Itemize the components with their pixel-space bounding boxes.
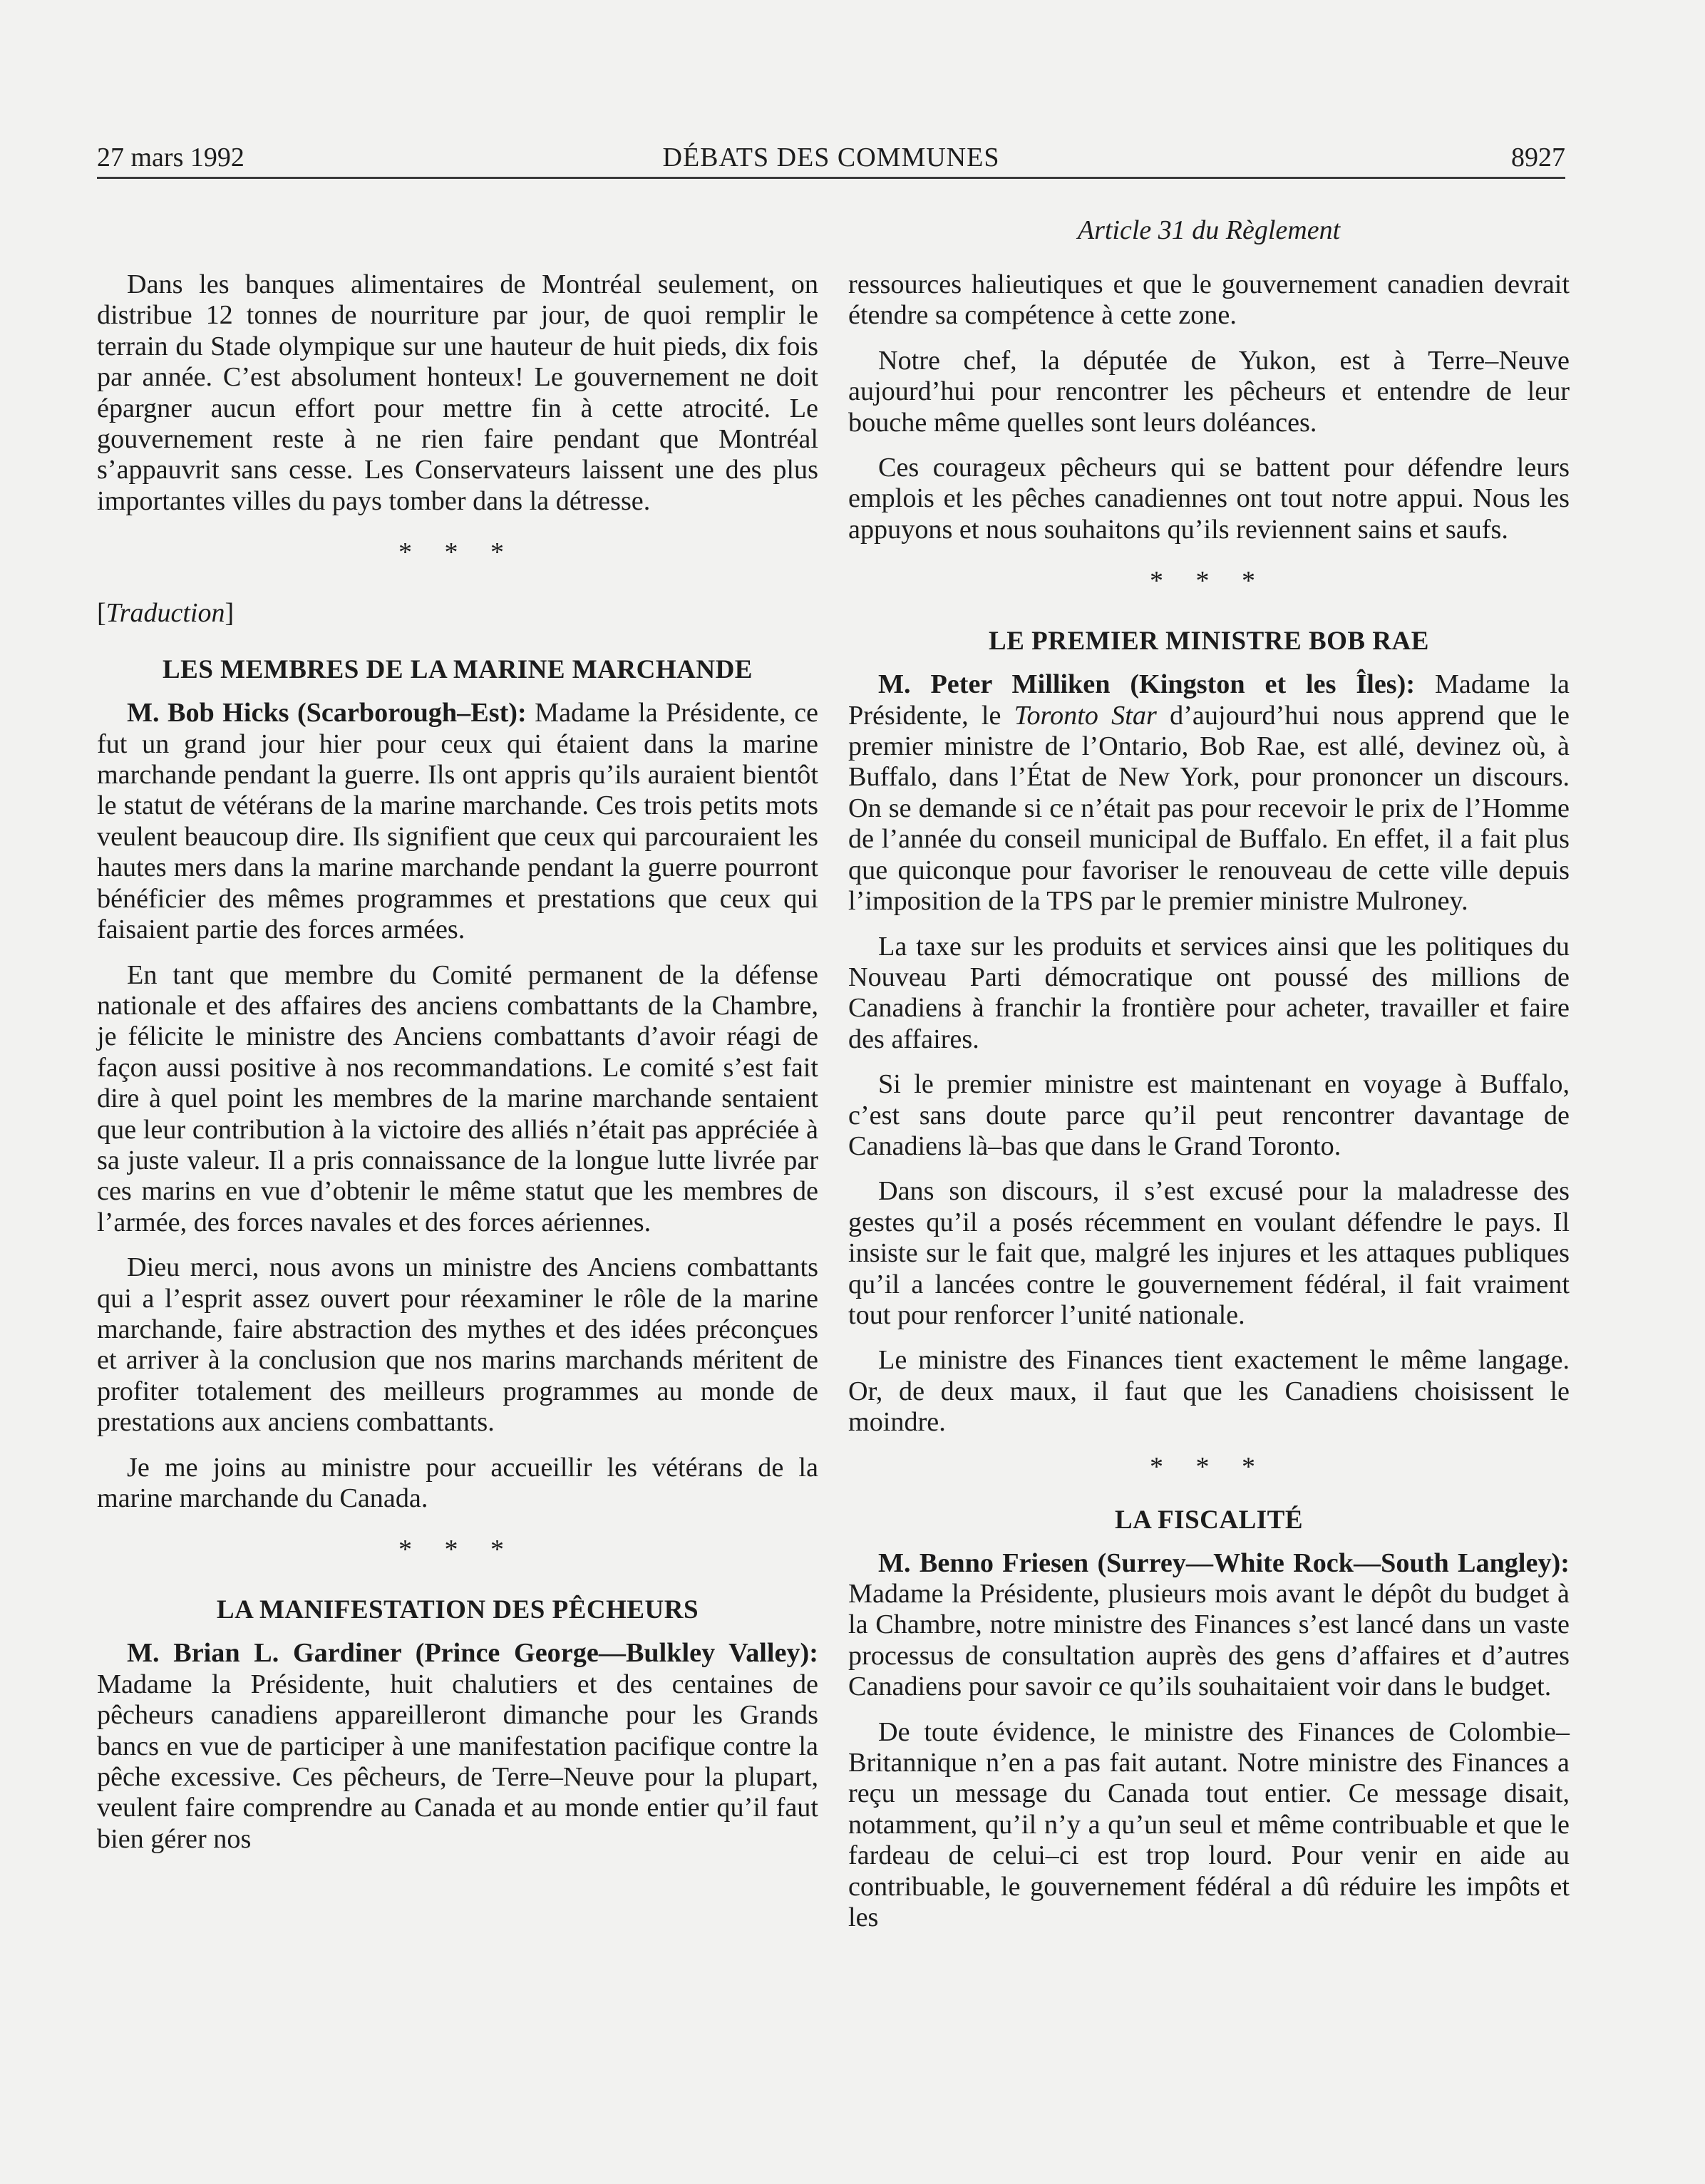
section-title: LA MANIFESTATION DES PÊCHEURS [216, 1595, 699, 1625]
speaker-name: M. Brian L. Gardiner (Prince George—Bulkley Valley): [127, 1638, 818, 1669]
header-title: DÉBATS DES COMMUNES [662, 143, 1000, 172]
right-column [848, 269, 1570, 1947]
header-rule [97, 177, 1565, 179]
section-separator: * * * [1150, 1451, 1268, 1482]
paragraph [97, 698, 818, 945]
speech-text: Madame la Présidente, le [848, 669, 1570, 731]
translation-tag-label: Traduction [105, 598, 225, 629]
paragraph [848, 1548, 1570, 1703]
section-title: LES MEMBRES DE LA MARINE MARCHANDE [163, 655, 753, 685]
section-separator: * * * [398, 537, 517, 568]
paragraph: ressources halieutiques et que le gouvernement canadien devrait étendre sa compétence à cette zone. [848, 269, 1570, 331]
speaker-name: M. Peter Milliken (Kingston et les Îles): [878, 669, 1416, 700]
speaker-name: M. Benno Friesen (Surrey—White Rock—South Langley): [878, 1547, 1570, 1578]
column-subheader: Article 31 du Règlement [1077, 215, 1341, 245]
page-number: 8927 [1511, 143, 1565, 172]
paragraph: Ces courageux pêcheurs qui se battent pour défendre leurs emplois et les pêches canadiennes ont tout notre appui. Nous les appuyons et nous souhaitons qu’ils reviennent sains et saufs. [848, 453, 1570, 545]
paragraph: En tant que membre du Comité permanent de la défense nationale et des affaires des anciens combattants de la Chambre, je félicite le ministre des Anciens combattants d’avoir réagi de façon aussi positive à nos recommandations. Le comité s’est fait dire à quel point les membres de la marine marchande sentaient que leur contribution à la victoire des alliés n’était pas appréciée à sa juste valeur. Il a pris connaissance de la longue lutte livrée par ces marins en vue d’obtenir le même statut que les membres de l’armée, des forces navales et des forces aériennes. [97, 959, 818, 1237]
section-title: LE PREMIER MINISTRE BOB RAE [989, 627, 1429, 656]
running-header [97, 140, 1565, 175]
paragraph: De toute évidence, le ministre des Finances de Colombie–Britannique n’en a pas fait autant. Notre ministre des Finances a reçu un message du Canada tout entier. Ce message disait, notamment, qu’il n’y a qu’un seul et même contribuable et que le fardeau de celui–ci est trop lourd. Pour venir en aide au contribuable, le gouvernement fédéral a dû réduire les impôts et les [848, 1716, 1570, 1933]
paragraph: La taxe sur les produits et services ainsi que les politiques du Nouveau Parti démocratique ont poussé des millions de Canadiens à franchir la frontière pour acheter, travailler et faire des affaires. [848, 931, 1570, 1054]
header-date: 27 mars 1992 [97, 143, 244, 172]
translation-tag: [Traduction] [97, 598, 235, 629]
speech-text: Madame la Présidente, ce fut un grand jour hier pour ceux qui étaient dans la marine marchande pendant la guerre. Ils ont appris qu’ils auraient bientôt le statut de vétérans de la marine marchande. Ces trois petits mots veulent beaucoup dire. Ils signifient que ceux qui parcouraient les hautes mers dans la marine marchande pendant la guerre pourront bénéficier des mêmes programmes et prestations que ceux qui faisaient partie des forces armées. [97, 698, 818, 945]
newspaper-name: Toronto Star [1014, 700, 1157, 731]
speaker-name: M. Bob Hicks (Scarborough–Est): [127, 698, 527, 728]
speech-text: d’aujourd’hui nous apprend que le premier ministre de l’Ontario, Bob Rae, est allé, devinez où, à Buffalo, dans l’État de New York, pour prononcer un discours. On se demande si ce n’était pas pour recevoir le prix de l’Homme de l’année du conseil municipal de Buffalo. En effet, il a fait plus que quiconque pour favoriser le renouveau de cette ville depuis l’imposition de la TPS par le premier ministre Mulroney. [848, 700, 1570, 917]
section-separator: * * * [398, 1535, 517, 1565]
section-title: LA FISCALITÉ [1114, 1505, 1304, 1535]
paragraph [848, 669, 1570, 917]
paragraph: Si le premier ministre est maintenant en voyage à Buffalo, c’est sans doute parce qu’il peut rencontrer davantage de Canadiens là–bas que dans le Grand Toronto. [848, 1069, 1570, 1161]
paragraph: Le ministre des Finances tient exactement le même langage. Or, de deux maux, il faut que les Canadiens choisissent le moindre. [848, 1345, 1570, 1438]
speech-text: Madame la Présidente, plusieurs mois avant le dépôt du budget à la Chambre, notre ministre des Finances s’est lancé dans un vaste processus de consultation auprès des gens d’affaires et d’autres Canadiens pour savoir ce qu’ils souhaitaient voir dans le budget. [848, 1579, 1570, 1702]
speech-text: Madame la Présidente, huit chalutiers et des centaines de pêcheurs canadiens appareilleront dimanche pour les Grands bancs en vue de participer à une manifestation pacifique contre la pêche excessive. Ces pêcheurs, de Terre–Neuve pour la plupart, veulent faire comprendre au Canada et au monde entier qu’il faut bien gérer nos [97, 1669, 818, 1854]
paragraph: Je me joins au ministre pour accueillir les vétérans de la marine marchande du Canada. [97, 1452, 818, 1513]
paragraph: Dans les banques alimentaires de Montréal seulement, on distribue 12 tonnes de nourriture par jour, de quoi remplir le terrain du Stade olympique sur une hauteur de huit pieds, dix fois par année. C’est absolument honteux! Le gouvernement ne doit épargner aucun effort pour mettre fin à cette atrocité. Le gouvernement reste à ne rien faire pendant que Montréal s’appauvrit sans cesse. Les Conservateurs laissent une des plus importantes villes du pays tomber dans la détresse. [97, 269, 818, 516]
paragraph: Dans son discours, il s’est excusé pour la maladresse des gestes qu’il a posés récemment en voulant défendre le pays. Il insiste sur le fait que, malgré les injures et les attaques publiques qu’il a lancées contre le gouvernement fédéral, il fait vraiment tout pour renforcer l’unité nationale. [848, 1176, 1570, 1330]
paragraph: Notre chef, la députée de Yukon, est à Terre–Neuve aujourd’hui pour rencontrer les pêcheurs et entendre de leur bouche même quelles sont leurs doléances. [848, 345, 1570, 438]
left-column [97, 269, 818, 1869]
section-separator: * * * [1150, 566, 1268, 597]
paragraph [97, 1638, 818, 1855]
paragraph: Dieu merci, nous avons un ministre des Anciens combattants qui a l’esprit assez ouvert pour réexaminer le rôle de la marine marchande, faire abstraction des mythes et des idées préconçues et arriver à la conclusion que nos marins marchands méritent de profiter totalement des meilleurs programmes au monde de prestations aux anciens combattants. [97, 1252, 818, 1438]
